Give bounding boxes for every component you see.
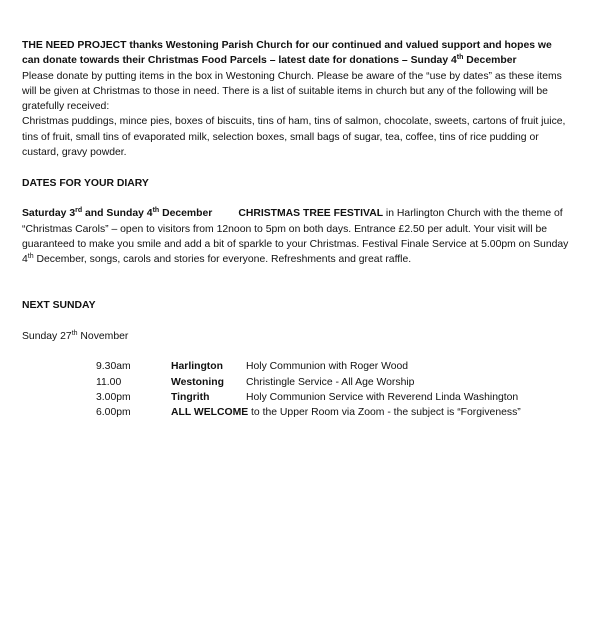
service-time: 9.30am [96,361,131,373]
next-sunday-heading: NEXT SUNDAY [22,300,96,312]
service-row [96,359,521,374]
service-description: Christingle Service - All Age Worship [246,376,415,388]
service-time: 6.00pm [96,407,131,419]
next-sunday-date: Sunday 27th November [22,329,129,342]
diary-heading: DATES FOR YOUR DIARY [22,177,149,189]
service-welcome [171,405,521,420]
service-place: Tingrith [171,391,210,403]
service-schedule [96,359,521,420]
service-time: 11.00 [96,376,122,388]
service-description: Holy Communion Service with Reverend Linda Washington [246,391,519,403]
service-description: Holy Communion with Roger Wood [246,361,409,373]
service-place: Harlington [171,361,223,373]
next-sunday-section [22,298,570,420]
event-title: CHRISTMAS TREE FESTIVAL [238,208,384,220]
service-time: 3.00pm [96,391,131,403]
need-project-items: Christmas puddings, mince pies, boxes of biscuits, tins of ham, tins of salmon, chocolate, sweets, cartons of fruit juice, tins of fruit, small tins of evaporated milk, selection boxes, small bags of sugar, tea, coffee, tins of rice pudding or custard, gravy powder. [22,116,566,159]
need-project-section [22,38,570,160]
diary-event: Saturday 3rd and Sunday 4th December CHRISTMAS TREE FESTIVAL in Harlington Church with the theme of “Christmas Carols” – open to visitors from 12noon to 5pm on both days. Entrance £2.50 per adult. Your visit will be guaranteed to make you smile and add a bit of sparkle to your Christmas. Festival Finale Service at 5.00pm on Sunday 4th December, songs, carols and stories for everyone. Refreshments and great raffle. [22,207,569,266]
need-project-body: Please donate by putting items in the box in Westoning Church. Please be aware of the “use by dates” as these items will be given at Christmas to those in need. There is a list of suitable items in church but any of the following will be gratefully received: [22,70,562,113]
service-place: ALL WELCOME [171,407,249,419]
service-row [96,375,521,390]
newsletter-page [22,38,570,420]
service-row [96,405,521,420]
diary-section [22,176,570,268]
service-row [96,390,521,405]
service-description: to the Upper Room via Zoom - the subject is “Forgiveness” [248,407,521,419]
service-place: Westoning [171,376,224,388]
need-project-heading: THE NEED PROJECT thanks Westoning Parish Church for our continued and valued support and hopes we can donate towards their Christmas Food Parcels – latest date for donations – Sunday 4th December [22,40,552,67]
